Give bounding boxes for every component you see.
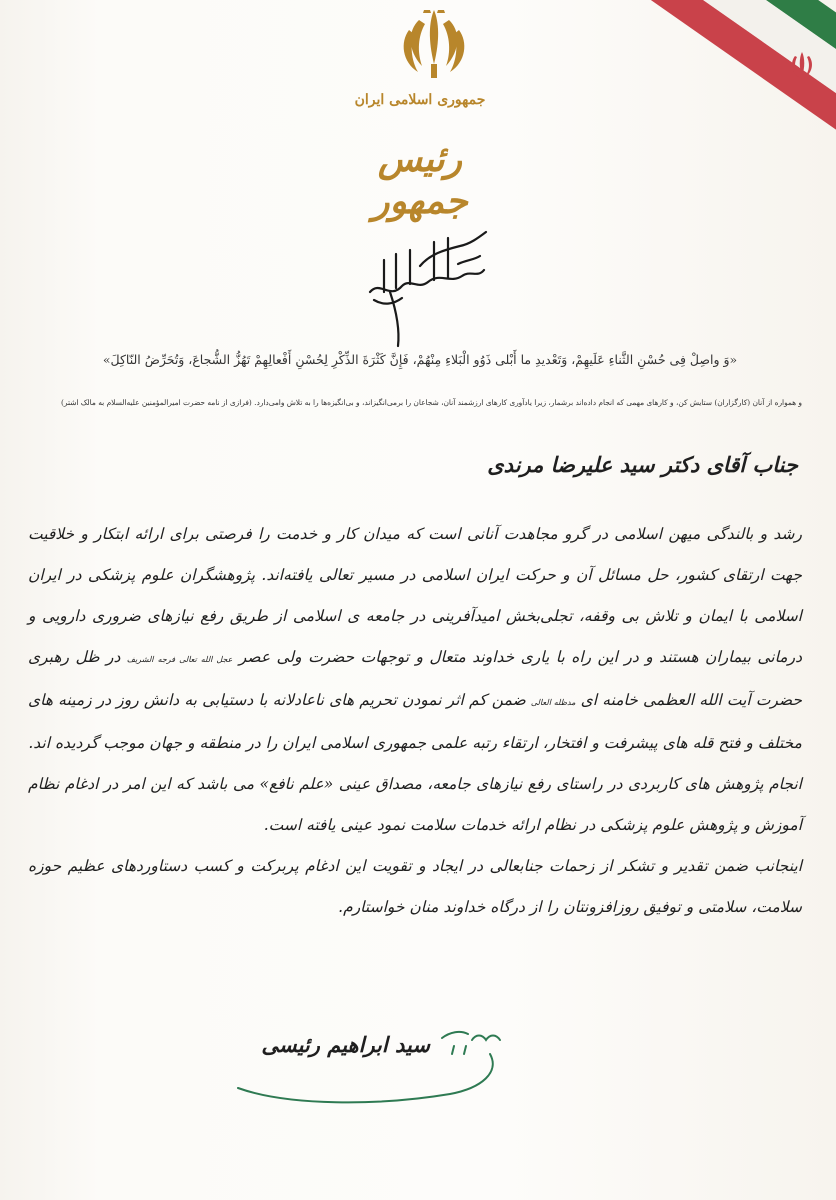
handwritten-signature [228, 1010, 518, 1110]
iran-emblem-icon [392, 6, 476, 90]
body-paragraph-1-part-b: در ظل رهبری حضرت آیت الله العظمی خامنه ای [28, 648, 802, 709]
iran-flag-ribbon [616, 0, 836, 191]
honorific-small-1: عجل الله تعالی فرجه الشریف [126, 655, 233, 664]
office-title: رئیس جمهور [372, 138, 468, 222]
bismillah-calligraphy [350, 220, 500, 350]
addressee: جناب آقای دکتر سید علیرضا مرندی [487, 452, 798, 477]
country-name: جمهوری اسلامی ایران [354, 92, 486, 108]
body-paragraph-3: اینجانب ضمن تقدیر و تشکر از زحمات جنابعالی در ایجاد و تقویت این ادغام پربرکت و کسب دستاوردهای عظیم حوزه سلامت، سلامتی و توفیق روزافزونتان را از درگاه خداوند منان خواستارم. [28, 857, 802, 916]
body-paragraph-1-part-a: رشد و بالندگی میهن اسلامی در گرو مجاهدت آنانی است که میدان کار و خدمت را فرصتی برای ارائه ابتکار و خلاقیت جهت ارتقای کشور، حل مسائل آن و حرکت ایران اسلامی در مسیر تعالی یافته‌اند. پژوهشگران علوم پزشکی در ایران اسلامی با ایمان و تلاش بی وقفه، تجلی‌بخش امیدآفرینی در جامعه ی اسلامی از طریق رفع نیازهای ضروری دارویی و درمانی بیماران هستند و در این راه با یاری خداوند متعال و توجهات حضرت ولی عصر [28, 525, 802, 666]
flag-emblem-icon [782, 46, 822, 86]
hadith-quote: «وَ واصِلْ فِی حُسْنِ الثَّناءِ عَلَیهِمْ، وَتَعْدیدِ ما أَبْلی ذَوُو الْبَلاءِ مِنْهُمْ، فَإِنَّ کَثْرَةَ الذِّکْرِ لِحُسْنِ أَفْعالِهِمْ تَهُزُّ الشُّجاعَ، وَتُحَرِّضُ النّاکِلَ» [102, 352, 738, 367]
letter-body [28, 514, 802, 928]
body-paragraph-2: انجام پژوهش های کاربردی در راستای رفع نیازهای جامعه، مصداق عینی «علم نافع» می باشد که این امر در ادغام نظام آموزش و پژوهش علوم پزشکی در نظام ارائه خدمات سلامت نمود عینی یافته است. [28, 775, 802, 834]
honorific-small-2: مدظله العالی [530, 698, 576, 707]
quote-translation: و همواره از آنان (کارگزاران) ستایش کن، و کارهای مهمی که انجام داده‌اند برشمار، زیرا یادآوری کارهای ارزشمند آنان، شجاعان را برمی‌انگیزاند، و بی‌انگیزه‌ها را به تلاش وامی‌دارد. (فرازی از نامه حضرت امیرالمؤمنین علیه‌السلام به مالک اشتر) [61, 398, 802, 407]
signatory-name: سید ابراهیم رئیسی [261, 1032, 430, 1057]
body-paragraph-1-part-c: ضمن کم اثر نمودن تحریم های ناعادلانه با دستیابی به دانش روز در زمینه های مختلف و فتح قله های پیشرفت و افتخار، ارتقاء رتبه علمی جمهوری اسلامی ایران را در منطقه و جهان موجب گردیده اند. [28, 691, 802, 752]
body-paragraph-1 [28, 514, 802, 764]
